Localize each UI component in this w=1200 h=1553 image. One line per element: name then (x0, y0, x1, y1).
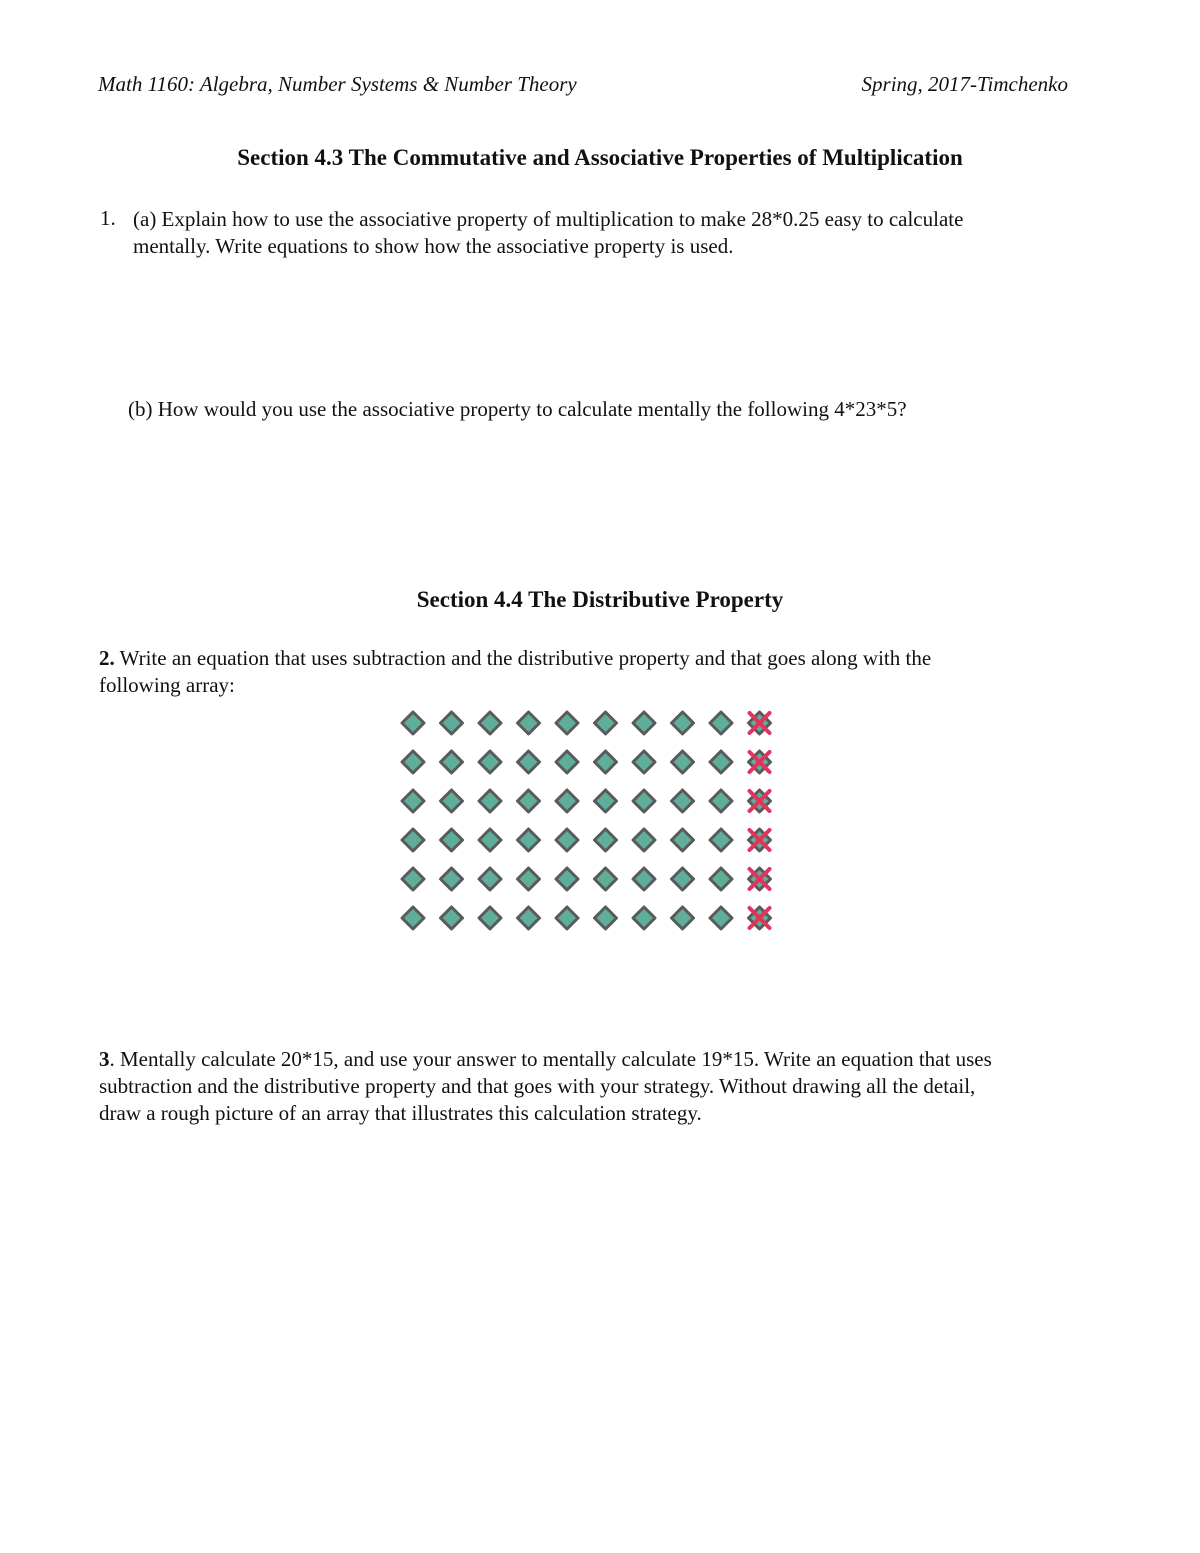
array-dot (441, 907, 463, 929)
array-dot (441, 868, 463, 890)
dot-array (396, 706, 786, 951)
array-dot-crossed (749, 751, 771, 773)
question-2-text: Write an equation that uses subtraction and the distributive property and that goes along with the (114, 646, 932, 670)
course-title: Math 1160: Algebra, Number Systems & Number Theory (98, 72, 577, 96)
array-dot (672, 790, 694, 812)
array-dot (518, 907, 540, 929)
question-1b: (b) How would you use the associative property to calculate mentally the following 4*23*5? (128, 397, 907, 421)
array-dot (595, 751, 617, 773)
array-dot (595, 790, 617, 812)
array-dot (710, 751, 732, 773)
question-3-number: 3 (99, 1047, 110, 1071)
array-dot (633, 751, 655, 773)
array-dot (479, 790, 501, 812)
array-dot (556, 790, 578, 812)
array-dot (710, 829, 732, 851)
array-dot (595, 712, 617, 734)
array-dot (633, 829, 655, 851)
array-dot-crossed (749, 868, 771, 890)
array-dot (518, 868, 540, 890)
array-dot (441, 829, 463, 851)
question-3-text: . Mentally calculate 20*15, and use your answer to mentally calculate 19*15. Write an equation that uses (109, 1047, 992, 1071)
section-4-3-title: Section 4.3 The Commutative and Associative Properties of Multiplication (237, 145, 963, 170)
array-dot-crossed (749, 712, 771, 734)
array-dot (672, 868, 694, 890)
array-dot (479, 712, 501, 734)
term-instructor: Spring, 2017-Timchenko (861, 72, 1068, 96)
array-dot (518, 712, 540, 734)
array-dot (633, 868, 655, 890)
array-dot (556, 907, 578, 929)
array-dot (633, 907, 655, 929)
array-dot (518, 829, 540, 851)
array-dot (402, 907, 424, 929)
array-dot (441, 712, 463, 734)
array-dot (672, 907, 694, 929)
array-dot (556, 829, 578, 851)
question-1a-line-1: (a) Explain how to use the associative property of multiplication to make 28*0.25 easy to calculate (133, 207, 964, 231)
array-dot (556, 868, 578, 890)
array-dot (672, 751, 694, 773)
array-dot (402, 790, 424, 812)
array-dot (479, 868, 501, 890)
array-dot (479, 829, 501, 851)
array-dot (672, 712, 694, 734)
section-4-4-title: Section 4.4 The Distributive Property (416, 587, 784, 612)
array-dot (710, 907, 732, 929)
question-1-number: 1. (100, 206, 116, 230)
array-dot (672, 829, 694, 851)
question-3-line-3: draw a rough picture of an array that illustrates this calculation strategy. (99, 1101, 702, 1125)
array-dot (479, 907, 501, 929)
array-dot-crossed (749, 907, 771, 929)
array-dot (402, 751, 424, 773)
question-1a-line-2: mentally. Write equations to show how the associative property is used. (133, 234, 734, 258)
array-dot (518, 790, 540, 812)
question-2-number: 2. (99, 646, 115, 670)
array-dot (441, 751, 463, 773)
array-dot-crossed (749, 790, 771, 812)
array-dot (556, 712, 578, 734)
question-3-line-2: subtraction and the distributive property and that goes with your strategy. Without drawing all the detail, (99, 1074, 976, 1098)
array-dot (710, 868, 732, 890)
array-dot (479, 751, 501, 773)
array-dot (710, 712, 732, 734)
array-dot (710, 790, 732, 812)
array-dot (402, 829, 424, 851)
array-dot (633, 790, 655, 812)
array-dot (595, 907, 617, 929)
array-dot (595, 829, 617, 851)
array-dot (556, 751, 578, 773)
dot-array-graphic (396, 706, 786, 946)
question-2-line-1 (99, 645, 931, 672)
array-dot (595, 868, 617, 890)
array-dot (518, 751, 540, 773)
array-dot-crossed (749, 829, 771, 851)
array-dot (402, 712, 424, 734)
array-dot (441, 790, 463, 812)
question-3-line-1 (99, 1046, 992, 1073)
array-dot (633, 712, 655, 734)
array-dot (402, 868, 424, 890)
question-2-line-2: following array: (99, 673, 235, 697)
